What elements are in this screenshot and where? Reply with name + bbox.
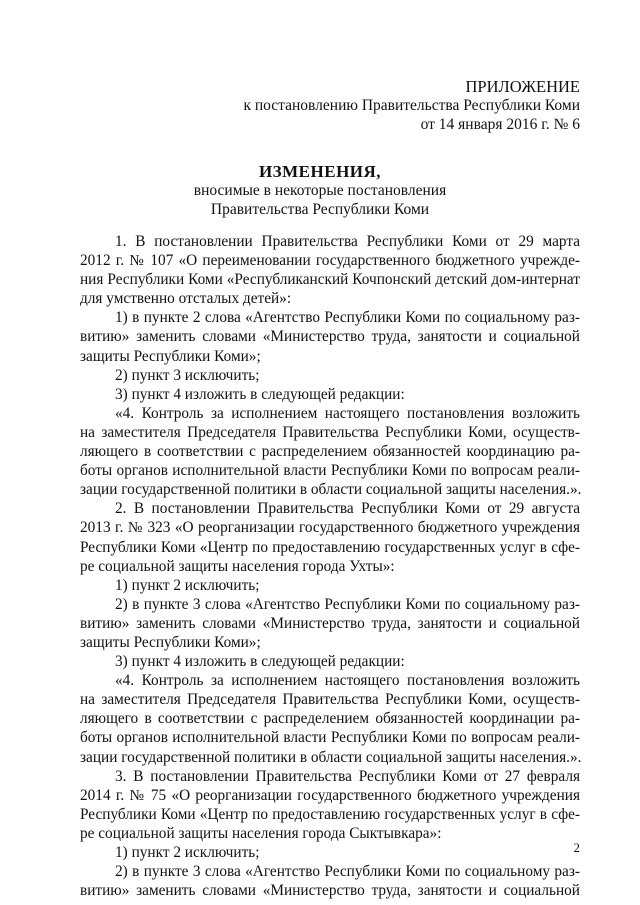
body-line: Республики Коми «Центр по предоставлению государственных услуг в сфе- (80, 538, 580, 556)
page-number: 2 (573, 840, 580, 855)
document-subtitle-line: вносимые в некоторые постановления (193, 182, 447, 199)
body-line: 3) пункт 4 изложить в следующей редакции: (115, 385, 405, 403)
body-line: боты органов исполнительной власти Республики Коми по вопросам реали- (80, 729, 580, 747)
body-line: «4. Контроль за исполнением настоящего постановления возложить (115, 404, 580, 422)
body-line: 2014 г. № 75 «О реорганизации государственного бюджетного учреждения (80, 786, 580, 804)
body-line: 2) в пункте 3 слова «Агентство Республики Коми по социальному раз- (115, 595, 580, 613)
document-header (243, 77, 580, 134)
body-line: 2. В постановлении Правительства Республики Коми от 29 августа (115, 500, 580, 518)
body-line: ляющего в соответствии с распределением обязанностей координации ра- (80, 710, 580, 728)
document-title: ИЗМЕНЕНИЯ, (258, 162, 382, 181)
body-line: 2) пункт 3 исключить; (115, 366, 260, 384)
body-line: 3. В постановлении Правительства Республики Коми от 27 февраля (115, 767, 580, 785)
header-appendix-label: ПРИЛОЖЕНИЕ (465, 77, 580, 96)
body-line: «4. Контроль за исполнением настоящего постановления возложить (115, 672, 580, 690)
body-line: зации государственной политики в области социальной защиты населения.». (80, 481, 582, 499)
body-line: 1. В постановлении Правительства Республики Коми от 29 марта (115, 233, 580, 250)
body-line: 1) пункт 2 исключить; (115, 576, 260, 594)
body-line: 2) в пункте 3 слова «Агентство Республики Коми по социальному раз- (115, 863, 580, 881)
body-line: 1) в пункте 2 слова «Агентство Республики Коми по социальному раз- (115, 309, 580, 327)
body-line: защиты Республики Коми»; (80, 347, 261, 365)
header-resolution-ref: к постановлению Правительства Республики Коми (243, 97, 580, 114)
body-line: защиты Республики Коми»; (80, 633, 261, 651)
body-line: витию» заменить словами «Министерство труда, занятости и социальной (80, 882, 580, 900)
document-title-block (0, 162, 640, 219)
body-line: витию» заменить словами «Министерство труда, занятости и социальной (80, 614, 580, 632)
body-line: ре социальной защиты населения города Ухты»: (80, 557, 395, 575)
body-line: для умственно отсталых детей»: (80, 290, 292, 308)
header-resolution-date: от 14 января 2016 г. № 6 (420, 116, 580, 133)
body-line: на заместителя Председателя Правительства Республики Коми, осуществ- (80, 691, 580, 709)
body-line: ре социальной защиты населения города Сыктывкара»: (80, 824, 442, 842)
body-line: ния Республики Коми «Республиканский Кочпонский детский дом-интернат (80, 271, 580, 289)
body-line: 2012 г. № 107 «О переименовании государственного бюджетного учрежде- (80, 252, 580, 270)
body-line: на заместителя Председателя Правительства Республики Коми, осуществ- (80, 423, 580, 441)
body-line: 2013 г. № 323 «О реорганизации государственного бюджетного учреждения (80, 519, 580, 537)
body-line: ляющего в соответствии с распределением обязанностей координацию ра- (80, 443, 580, 461)
body-line: боты органов исполнительной власти Республики Коми по вопросам реали- (80, 462, 580, 480)
body-line: 3) пункт 4 изложить в следующей редакции: (115, 653, 405, 671)
document-body (80, 232, 580, 900)
body-line: Республики Коми «Центр по предоставлению государственных услуг в сфе- (80, 805, 580, 823)
body-line: 1) пункт 2 исключить; (115, 844, 260, 861)
document-subtitle-line: Правительства Республики Коми (210, 201, 430, 218)
body-line: зации государственной политики в области социальной защиты населения.». (80, 748, 582, 766)
body-line: витию» заменить словами «Министерство труда, занятости и социальной (80, 328, 580, 346)
